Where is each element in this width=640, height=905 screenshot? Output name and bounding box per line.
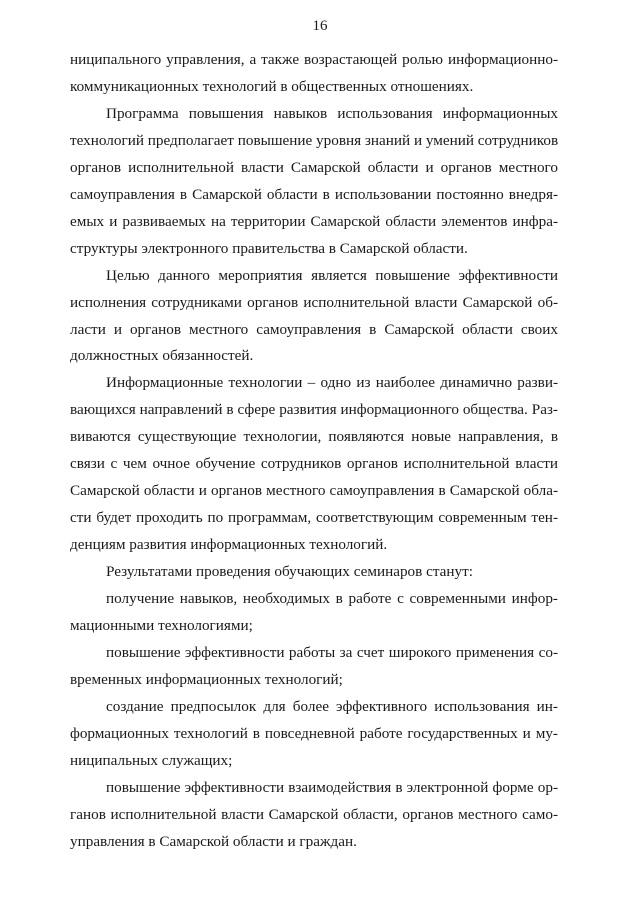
- text-line: денциям развития информационных технологий.: [70, 536, 388, 554]
- text-line: виваются существующие технологии, появляются новые направления, в: [70, 428, 558, 446]
- text-line: ниципального управления, а также возрастающей ролью информационно-: [70, 51, 558, 68]
- text-line: управления в Самарской области и граждан.: [70, 832, 357, 850]
- text-line: емых и развиваемых на территории Самарской области элементов инфра-: [70, 212, 558, 230]
- text-line: технологий предполагает повышение уровня знаний и умений сотрудников: [70, 131, 559, 149]
- text-line: сти будет проходить по программам, соответствующим современным тен-: [70, 509, 558, 527]
- text-line: ниципальных служащих;: [70, 751, 233, 769]
- text-line: ласти и органов местного самоуправления в Самарской области своих: [70, 320, 558, 338]
- text-line: самоуправления в Самарской области в использовании постоянно внедря-: [70, 185, 558, 203]
- text-line: органов исполнительной власти Самарской области и органов местного: [70, 158, 558, 176]
- text-line: временных информационных технологий;: [70, 670, 343, 688]
- text-line: структуры электронного правительства в Самарской области.: [70, 239, 468, 257]
- text-line: ганов исполнительной власти Самарской области, органов местного само-: [70, 805, 558, 823]
- text-line: повышение эффективности взаимодействия в электронной форме ор-: [106, 778, 558, 796]
- text-line: Информационные технологии – одно из наиболее динамично разви-: [106, 374, 558, 392]
- text-line: связи с чем очное обучение сотрудников органов исполнительной власти: [70, 455, 558, 473]
- text-line: должностных обязанностей.: [70, 347, 254, 365]
- text-line: Программа повышения навыков использования информационных: [106, 104, 558, 122]
- text-line: формационных технологий в повседневной работе государственных и му-: [70, 724, 558, 742]
- text-line: создание предпосылок для более эффективного использования ин-: [106, 697, 558, 715]
- text-line: Самарской области и органов местного самоуправления в Самарской обла-: [70, 482, 558, 500]
- text-line: исполнения сотрудниками органов исполнительной власти Самарской об-: [70, 293, 558, 311]
- text-line: Целью данного мероприятия является повышение эффективности: [106, 266, 558, 284]
- text-line: получение навыков, необходимых в работе с современными инфор-: [106, 590, 558, 607]
- text-line: коммуникационных технологий в общественных отношениях.: [70, 78, 474, 95]
- text-line: мационными технологиями;: [70, 616, 253, 634]
- text-line: вающихся направлений в сфере развития информационного общества. Раз-: [70, 401, 558, 419]
- text-line: повышение эффективности работы за счет широкого применения со-: [106, 643, 558, 661]
- page-number: 16: [312, 18, 328, 34]
- text-line: Результатами проведения обучающих семинаров станут:: [106, 563, 474, 580]
